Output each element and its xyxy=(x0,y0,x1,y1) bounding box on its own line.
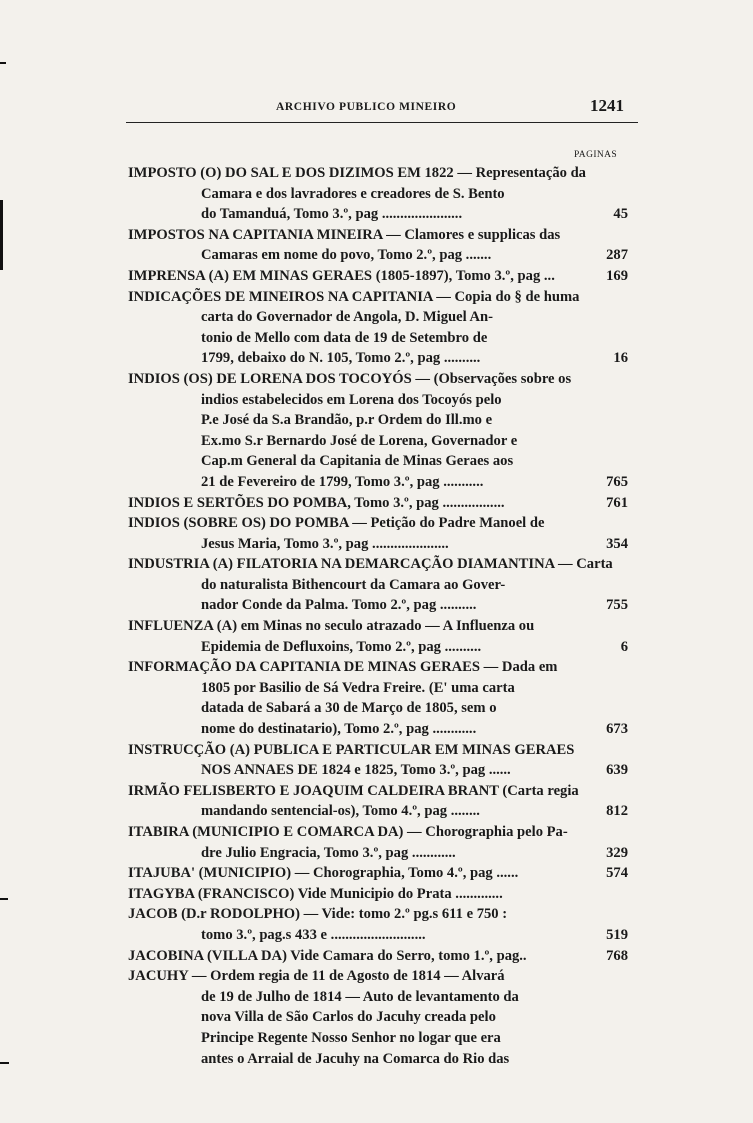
index-entry xyxy=(128,946,638,967)
entry-continuation-line: indios estabelecidos em Lorena dos Tocoyós pelo xyxy=(201,391,502,408)
entry-continuation-line: tonio de Mello com data de 19 de Setembro de xyxy=(201,329,488,346)
entry-page-number: 755 xyxy=(606,597,628,614)
index-entry xyxy=(128,740,638,781)
entry-heading-line: JACOBINA (VILLA DA) Vide Camara do Serro, tomo 1.º, pag.. xyxy=(128,947,527,964)
index-entry xyxy=(128,554,638,616)
left-margin-mark xyxy=(0,898,8,900)
index-entry xyxy=(128,493,638,514)
index-entry xyxy=(128,163,638,225)
index-entry xyxy=(128,781,638,822)
index-entry xyxy=(128,863,638,884)
entry-heading-line: ITAJUBA' (MUNICIPIO) — Chorographia, Tomo 4.º, pag ...... xyxy=(128,865,519,882)
index-entry xyxy=(128,513,638,554)
entry-continuation-line: NOS ANNAES DE 1824 e 1825, Tomo 3.º, pag ...... xyxy=(201,762,511,779)
entry-continuation-line: Epidemia de Defluxoins, Tomo 2.º, pag .......... xyxy=(201,638,482,655)
index-list xyxy=(128,163,638,1069)
entry-heading-line: IRMÃO FELISBERTO E JOAQUIM CALDEIRA BRANT (Carta regia xyxy=(128,782,579,799)
entry-heading-line: IMPOSTO (O) DO SAL E DOS DIZIMOS EM 1822 — Representação da xyxy=(128,165,586,181)
entry-continuation-line: Ex.mo S.r Bernardo José de Lorena, Governador e xyxy=(201,432,518,449)
entry-page-number: 761 xyxy=(606,494,628,511)
entry-continuation-line: Camaras em nome do povo, Tomo 2.º, pag ....... xyxy=(201,247,492,264)
entry-continuation-line: nova Villa de São Carlos do Jacuhy creada pelo xyxy=(201,1009,496,1026)
entry-continuation-line: tomo 3.º, pag.s 433 e .......................... xyxy=(201,926,426,943)
index-entry xyxy=(128,884,638,905)
entry-page-number: 45 xyxy=(613,206,628,223)
entry-heading-line: INDIOS (OS) DE LORENA DOS TOCOYÓS — (Observações sobre os xyxy=(128,370,572,387)
entry-continuation-line: nome do destinatario), Tomo 2.º, pag ............ xyxy=(201,721,477,738)
entry-page-number: 329 xyxy=(606,844,628,861)
entry-continuation-line: Jesus Maria, Tomo 3.º, pag ..................... xyxy=(201,535,449,552)
running-header xyxy=(126,96,638,123)
entry-continuation-line: Cap.m General da Capitania de Minas Geraes aos xyxy=(201,453,514,470)
entry-continuation-line: do naturalista Bithencourt da Camara ao Gover- xyxy=(201,576,506,593)
entry-heading-line: INFORMAÇÃO DA CAPITANIA DE MINAS GERAES — Dada em xyxy=(128,659,558,676)
entry-page-number: 812 xyxy=(606,803,628,820)
entry-continuation-line: datada de Sabará a 30 de Março de 1805, sem o xyxy=(201,700,497,717)
entry-continuation-line: Camara e dos lavradores e creadores de S. Bento xyxy=(201,185,505,202)
entry-page-number: 287 xyxy=(606,247,628,264)
entry-continuation-line: nador Conde da Palma. Tomo 2.º, pag .......... xyxy=(201,597,477,614)
entry-continuation-line: de 19 de Julho de 1814 — Auto de levantamento da xyxy=(201,988,519,1005)
entry-heading-line: INDIOS (SOBRE OS) DO POMBA — Petição do Padre Manoel de xyxy=(128,515,545,532)
index-entry xyxy=(128,369,638,493)
entry-page-number: 673 xyxy=(606,721,628,738)
entry-heading-line: ITAGYBA (FRANCISCO) Vide Municipio do Prata ............. xyxy=(128,885,503,902)
left-margin-mark xyxy=(0,1062,9,1064)
page-number: 1241 xyxy=(590,96,624,115)
entry-page-number: 169 xyxy=(606,267,628,284)
entry-continuation-line: 1805 por Basilio de Sá Vedra Freire. (E' uma carta xyxy=(201,679,515,696)
entry-page-number: 768 xyxy=(606,947,628,964)
entry-page-number: 519 xyxy=(606,926,628,943)
header-title: ARCHIVO PUBLICO MINEIRO xyxy=(276,101,457,113)
entry-page-number: 639 xyxy=(606,762,628,779)
entry-continuation-line: mandando sentencial-os), Tomo 4.º, pag ........ xyxy=(201,803,480,820)
pages-column-label: PAGINAS xyxy=(574,150,618,160)
entry-continuation-line: P.e José da S.a Brandão, p.r Ordem do Ill.mo e xyxy=(201,412,493,429)
entry-page-number: 6 xyxy=(620,638,628,655)
entry-continuation-line: dre Julio Engracia, Tomo 3.º, pag ............ xyxy=(201,844,456,861)
entry-page-number: 16 xyxy=(613,350,628,367)
index-entry xyxy=(128,966,638,1069)
entry-heading-line: INDICAÇÕES DE MINEIROS NA CAPITANIA — Copia do § de huma xyxy=(128,288,580,305)
entry-page-number: 574 xyxy=(606,865,628,882)
entry-continuation-line: 1799, debaixo do N. 105, Tomo 2.º, pag .......... xyxy=(201,350,481,367)
entry-continuation-line: antes o Arraial de Jacuhy na Comarca do Rio das xyxy=(201,1050,510,1067)
entry-continuation-line: 21 de Fevereiro de 1799, Tomo 3.º, pag ........... xyxy=(201,473,484,490)
index-entry xyxy=(128,225,638,266)
entry-heading-line: ITABIRA (MUNICIPIO E COMARCA DA) — Chorographia pelo Pa- xyxy=(128,824,568,840)
index-entry xyxy=(128,287,638,369)
left-margin-mark xyxy=(0,62,6,64)
index-entry xyxy=(128,616,638,657)
entry-heading-line: JACOB (D.r RODOLPHO) — Vide: tomo 2.º pg.s 611 e 750 : xyxy=(128,906,508,923)
entry-heading-line: INDUSTRIA (A) FILATORIA NA DEMARCAÇÃO DIAMANTINA — Carta xyxy=(128,556,613,573)
entry-heading-line: IMPRENSA (A) EM MINAS GERAES (1805-1897), Tomo 3.º, pag ... xyxy=(128,267,555,284)
entry-continuation-line: Principe Regente Nosso Senhor no logar que era xyxy=(201,1029,501,1046)
left-margin-mark xyxy=(0,200,3,270)
index-entry xyxy=(128,904,638,945)
entry-page-number: 765 xyxy=(606,473,628,490)
entry-continuation-line: do Tamanduá, Tomo 3.º, pag ...................... xyxy=(201,206,463,223)
entry-heading-line: INFLUENZA (A) em Minas no seculo atrazado — A Influenza ou xyxy=(128,618,535,635)
entry-heading-line: IMPOSTOS NA CAPITANIA MINEIRA — Clamores e supplicas das xyxy=(128,226,561,243)
entry-heading-line: JACUHY — Ordem regia de 11 de Agosto de 1814 — Alvará xyxy=(128,968,505,985)
index-entry xyxy=(128,822,638,863)
entry-heading-line: INSTRUCÇÃO (A) PUBLICA E PARTICULAR EM MINAS GERAES xyxy=(128,741,575,758)
entry-continuation-line: carta do Governador de Angola, D. Miguel An- xyxy=(201,309,494,326)
index-entry xyxy=(128,657,638,739)
index-entry xyxy=(128,266,638,287)
entry-page-number: 354 xyxy=(606,535,628,552)
entry-heading-line: INDIOS E SERTÕES DO POMBA, Tomo 3.º, pag ................. xyxy=(128,494,505,511)
